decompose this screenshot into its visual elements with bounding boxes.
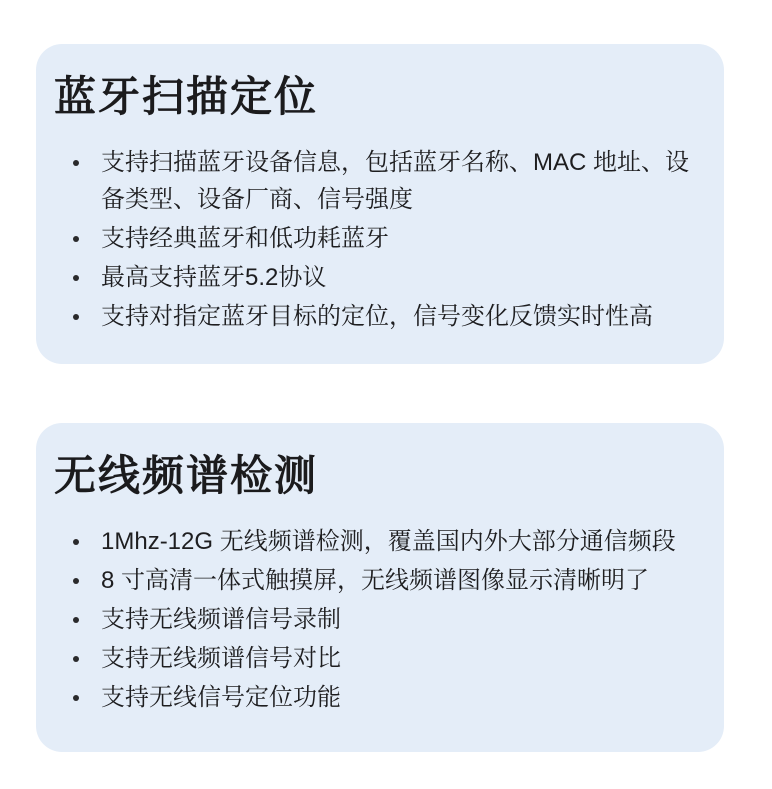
bullet-text: 最高支持蓝牙5.2协议	[101, 264, 327, 291]
bullet-item	[52, 298, 706, 335]
card-title-bluetooth: 蓝牙扫描定位	[54, 73, 319, 120]
bullet-text: 支持无线频谱信号对比	[101, 645, 341, 672]
bullet-dot-icon	[73, 656, 79, 662]
bullet-dot-icon	[73, 539, 79, 545]
bullet-item	[52, 144, 706, 218]
bullet-list-spectrum	[52, 523, 706, 716]
bullet-dot-icon	[73, 695, 79, 701]
bullet-text: 支持扫描蓝牙设备信息，包括蓝牙名称、MAC 地址、设备类型、设备厂商、信号强度	[101, 149, 689, 213]
bullet-dot-icon	[73, 314, 79, 320]
bullet-item	[52, 259, 706, 296]
bullet-text: 支持无线信号定位功能	[101, 684, 341, 711]
bullet-dot-icon	[73, 160, 79, 166]
bullet-dot-icon	[73, 617, 79, 623]
bullet-dot-icon	[73, 578, 79, 584]
feature-card-spectrum	[36, 423, 724, 752]
feature-card-bluetooth	[36, 44, 724, 364]
bullet-item	[52, 220, 706, 257]
bullet-dot-icon	[73, 236, 79, 242]
bullet-text: 8 寸高清一体式触摸屏，无线频谱图像显示清晰明了	[101, 567, 650, 594]
bullet-text: 支持对指定蓝牙目标的定位，信号变化反馈实时性高	[101, 303, 653, 330]
bullet-text: 支持经典蓝牙和低功耗蓝牙	[101, 225, 389, 252]
bullet-item	[52, 523, 706, 560]
card-title-spectrum: 无线频谱检测	[54, 452, 319, 499]
bullet-text: 支持无线频谱信号录制	[101, 606, 341, 633]
bullet-dot-icon	[73, 275, 79, 281]
bullet-item	[52, 601, 706, 638]
bullet-item	[52, 640, 706, 677]
bullet-item	[52, 679, 706, 716]
bullet-text: 1Mhz-12G 无线频谱检测，覆盖国内外大部分通信频段	[101, 528, 676, 555]
bullet-item	[52, 562, 706, 599]
bullet-list-bluetooth	[52, 144, 706, 335]
